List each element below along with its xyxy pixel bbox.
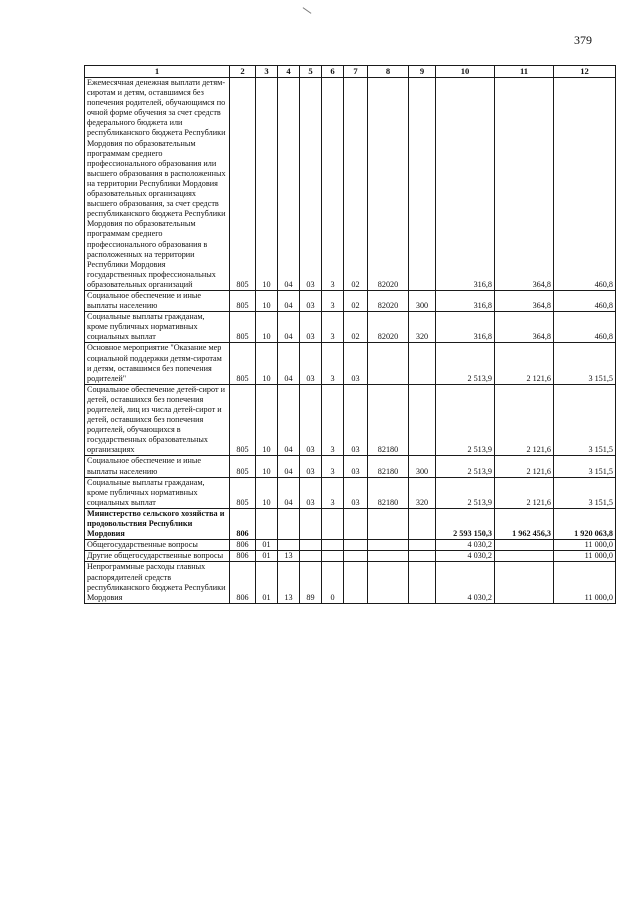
amount-year-1-cell: 2 513,9 (436, 477, 495, 508)
subsection-cell (278, 508, 300, 539)
header-row (85, 66, 616, 78)
admin-code-cell: 805 (230, 290, 256, 311)
expense-type-cell (409, 540, 436, 551)
table-row (85, 551, 616, 562)
item-name-cell: Социальные выплаты гражданам, кроме публичных нормативных социальных выплат (85, 477, 230, 508)
admin-code-cell: 806 (230, 551, 256, 562)
expense-type-cell: 320 (409, 312, 436, 343)
subsection-cell: 04 (278, 290, 300, 311)
direction-cell (368, 551, 409, 562)
amount-year-3-cell: 460,8 (554, 78, 616, 291)
table-row (85, 477, 616, 508)
amount-year-3-cell: 3 151,5 (554, 384, 616, 456)
amount-year-1-cell: 316,8 (436, 290, 495, 311)
subprogram-cell: 3 (322, 290, 344, 311)
table-row (85, 78, 616, 291)
column-header-9: 9 (409, 66, 436, 78)
table-row (85, 508, 616, 539)
section-cell: 10 (256, 456, 278, 477)
event-cell (344, 562, 368, 603)
amount-year-3-cell: 1 920 063,8 (554, 508, 616, 539)
column-header-2: 2 (230, 66, 256, 78)
subsection-cell: 04 (278, 343, 300, 384)
column-header-8: 8 (368, 66, 409, 78)
section-cell: 10 (256, 384, 278, 456)
section-cell: 10 (256, 312, 278, 343)
amount-year-1-cell: 316,8 (436, 312, 495, 343)
amount-year-3-cell: 11 000,0 (554, 551, 616, 562)
event-cell: 03 (344, 456, 368, 477)
admin-code-cell: 806 (230, 562, 256, 603)
admin-code-cell: 805 (230, 78, 256, 291)
expense-type-cell: 300 (409, 290, 436, 311)
section-cell: 01 (256, 562, 278, 603)
item-name-cell: Социальное обеспечение и иные выплаты населению (85, 290, 230, 311)
amount-year-2-cell: 2 121,6 (495, 343, 554, 384)
expense-type-cell (409, 562, 436, 603)
item-name-cell: Непрограммные расходы главных распорядителей средств республиканского бюджета Республики Мордовия (85, 562, 230, 603)
amount-year-1-cell: 4 030,2 (436, 551, 495, 562)
expense-type-cell (409, 78, 436, 291)
program-cell: 03 (300, 290, 322, 311)
subprogram-cell (322, 540, 344, 551)
page-number: 379 (574, 33, 592, 47)
amount-year-3-cell: 3 151,5 (554, 343, 616, 384)
program-cell (300, 508, 322, 539)
amount-year-3-cell: 460,8 (554, 290, 616, 311)
subsection-cell: 04 (278, 477, 300, 508)
program-cell: 03 (300, 78, 322, 291)
event-cell: 03 (344, 477, 368, 508)
table-row (85, 540, 616, 551)
amount-year-2-cell: 2 121,6 (495, 477, 554, 508)
table-row (85, 456, 616, 477)
amount-year-1-cell: 2 513,9 (436, 456, 495, 477)
subprogram-cell (322, 508, 344, 539)
column-header-12: 12 (554, 66, 616, 78)
subprogram-cell: 0 (322, 562, 344, 603)
expense-type-cell (409, 551, 436, 562)
table-row (85, 290, 616, 311)
amount-year-2-cell: 1 962 456,3 (495, 508, 554, 539)
amount-year-2-cell: 2 121,6 (495, 456, 554, 477)
item-name-cell: Социальное обеспечение детей-сирот и детей, оставшихся без попечения родителей, лиц из числа детей-сирот и детей, оставшихся без попечения родителей, обучающихся в государственных образовательных организациях (85, 384, 230, 456)
expense-type-cell (409, 508, 436, 539)
event-cell (344, 540, 368, 551)
program-cell: 89 (300, 562, 322, 603)
program-cell: 03 (300, 456, 322, 477)
scan-mark (303, 7, 312, 14)
subsection-cell: 13 (278, 551, 300, 562)
amount-year-1-cell: 2 593 150,3 (436, 508, 495, 539)
table-row (85, 384, 616, 456)
direction-cell (368, 343, 409, 384)
expense-type-cell: 300 (409, 456, 436, 477)
program-cell (300, 551, 322, 562)
subprogram-cell: 3 (322, 456, 344, 477)
program-cell: 03 (300, 477, 322, 508)
amount-year-1-cell: 2 513,9 (436, 343, 495, 384)
direction-cell (368, 562, 409, 603)
direction-cell: 82180 (368, 456, 409, 477)
section-cell: 01 (256, 540, 278, 551)
expense-type-cell (409, 384, 436, 456)
expense-type-cell (409, 343, 436, 384)
amount-year-2-cell (495, 551, 554, 562)
amount-year-3-cell: 3 151,5 (554, 456, 616, 477)
program-cell (300, 540, 322, 551)
event-cell: 03 (344, 343, 368, 384)
item-name-cell: Общегосударственные вопросы (85, 540, 230, 551)
event-cell: 02 (344, 78, 368, 291)
expense-type-cell: 320 (409, 477, 436, 508)
table-row (85, 562, 616, 603)
amount-year-1-cell: 316,8 (436, 78, 495, 291)
amount-year-2-cell: 364,8 (495, 312, 554, 343)
column-header-11: 11 (495, 66, 554, 78)
amount-year-3-cell: 11 000,0 (554, 540, 616, 551)
amount-year-3-cell: 11 000,0 (554, 562, 616, 603)
direction-cell: 82020 (368, 312, 409, 343)
direction-cell (368, 540, 409, 551)
subsection-cell: 04 (278, 78, 300, 291)
column-header-3: 3 (256, 66, 278, 78)
amount-year-2-cell: 364,8 (495, 290, 554, 311)
program-cell: 03 (300, 312, 322, 343)
budget-table (84, 65, 616, 604)
event-cell (344, 508, 368, 539)
amount-year-3-cell: 3 151,5 (554, 477, 616, 508)
item-name-cell: Социальное обеспечение и иные выплаты населению (85, 456, 230, 477)
section-cell: 10 (256, 78, 278, 291)
admin-code-cell: 805 (230, 456, 256, 477)
admin-code-cell: 805 (230, 477, 256, 508)
admin-code-cell: 805 (230, 312, 256, 343)
section-cell: 01 (256, 551, 278, 562)
amount-year-3-cell: 460,8 (554, 312, 616, 343)
section-cell (256, 508, 278, 539)
subprogram-cell (322, 551, 344, 562)
admin-code-cell: 806 (230, 508, 256, 539)
admin-code-cell: 806 (230, 540, 256, 551)
subprogram-cell: 3 (322, 78, 344, 291)
subsection-cell: 04 (278, 384, 300, 456)
event-cell: 02 (344, 312, 368, 343)
column-header-6: 6 (322, 66, 344, 78)
item-name-cell: Основное мероприятие "Оказание мер социальной поддержки детям-сиротам и детям, оставшимся без попечения родителей" (85, 343, 230, 384)
program-cell: 03 (300, 384, 322, 456)
subsection-cell: 04 (278, 312, 300, 343)
event-cell (344, 551, 368, 562)
amount-year-1-cell: 2 513,9 (436, 384, 495, 456)
admin-code-cell: 805 (230, 384, 256, 456)
direction-cell: 82180 (368, 477, 409, 508)
table-body (85, 78, 616, 604)
column-header-7: 7 (344, 66, 368, 78)
subprogram-cell: 3 (322, 384, 344, 456)
event-cell: 02 (344, 290, 368, 311)
direction-cell (368, 508, 409, 539)
amount-year-2-cell: 2 121,6 (495, 384, 554, 456)
amount-year-2-cell: 364,8 (495, 78, 554, 291)
section-cell: 10 (256, 477, 278, 508)
program-cell: 03 (300, 343, 322, 384)
subprogram-cell: 3 (322, 343, 344, 384)
subsection-cell: 13 (278, 562, 300, 603)
section-cell: 10 (256, 290, 278, 311)
item-name-cell: Социальные выплаты гражданам, кроме публичных нормативных социальных выплат (85, 312, 230, 343)
column-header-10: 10 (436, 66, 495, 78)
subprogram-cell: 3 (322, 312, 344, 343)
item-name-cell: Министерство сельского хозяйства и продовольствия Республики Мордовия (85, 508, 230, 539)
subsection-cell: 04 (278, 456, 300, 477)
direction-cell: 82180 (368, 384, 409, 456)
amount-year-2-cell (495, 540, 554, 551)
section-cell: 10 (256, 343, 278, 384)
column-header-4: 4 (278, 66, 300, 78)
amount-year-1-cell: 4 030,2 (436, 540, 495, 551)
event-cell: 03 (344, 384, 368, 456)
subsection-cell (278, 540, 300, 551)
direction-cell: 82020 (368, 290, 409, 311)
column-header-1: 1 (85, 66, 230, 78)
column-header-5: 5 (300, 66, 322, 78)
amount-year-1-cell: 4 030,2 (436, 562, 495, 603)
item-name-cell: Другие общегосударственные вопросы (85, 551, 230, 562)
item-name-cell: Ежемесячная денежная выплати детям-сиротам и детям, оставшимся без попечения родителей, обучающимся по очной форме обучения за счет средств федерального бюджета или республиканского бюджета Республики Мордовия по образовательным программам среднего профессионального образования или высшего образования в расположенных на территории Республики Мордовия образовательных организациях высшего образования, за счет средств республиканского бюджета Республики Мордовия по образовательным программам среднего профессионального образования в расположенных на территории Республики Мордовия государственных профессиональных образовательных организаций (85, 78, 230, 291)
table-row (85, 343, 616, 384)
direction-cell: 82020 (368, 78, 409, 291)
table-row (85, 312, 616, 343)
amount-year-2-cell (495, 562, 554, 603)
admin-code-cell: 805 (230, 343, 256, 384)
subprogram-cell: 3 (322, 477, 344, 508)
